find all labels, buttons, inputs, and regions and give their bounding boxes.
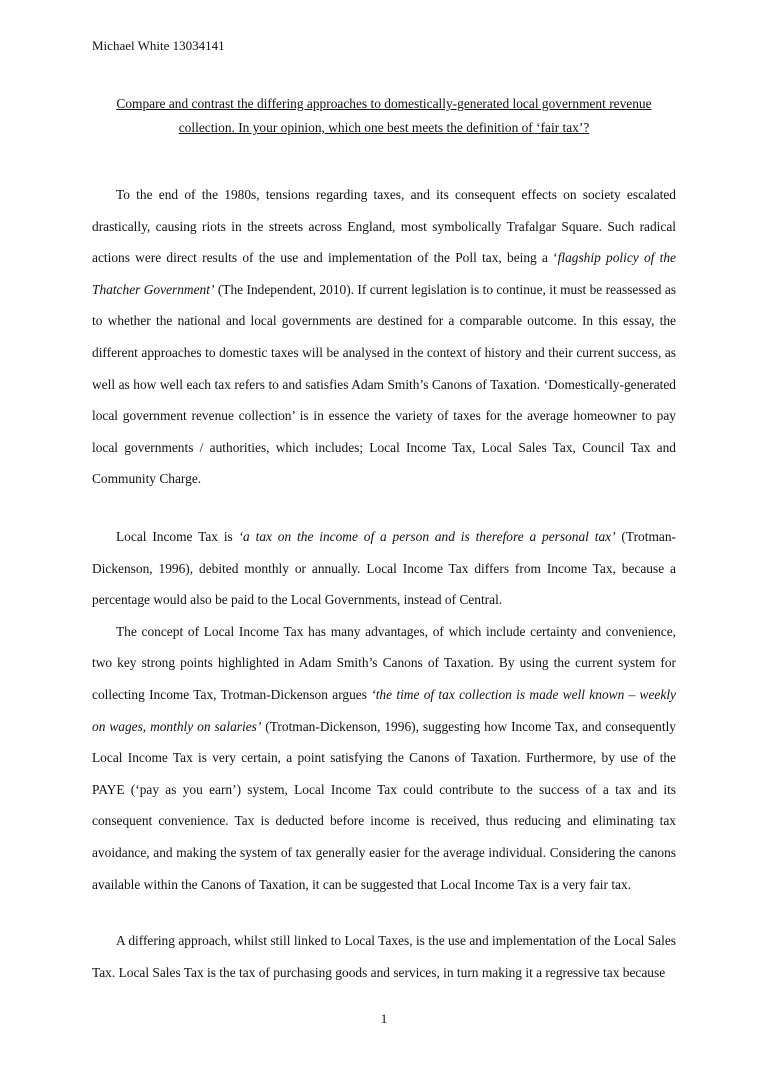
paragraph-text: (Trotman-Dickenson, 1996), suggesting how Income Tax, and consequently Local Income Tax is very certain, a point satisfying the Canons of Taxation. Furthermore, by use of the PAYE (‘pay as you earn’) system, Local Income Tax could contribute to the success of a tax and its consequent convenience. Tax is deducted before income is received, thus reducing and eliminating tax avoidance, and making the system of tax generally easier for the average individual. Considering the canons available within the Canons of Taxation, it can be suggested that Local Income Tax is a very fair tax. [92, 718, 676, 892]
paragraph-local-sales-tax [92, 925, 676, 988]
paragraph-text: (Trotman-Dickenson, 1996), debited monthly or annually. Local Income Tax differs from Income Tax, because a percentage would also be paid to the Local Governments, instead of Central. [92, 529, 676, 608]
paragraph-local-income-tax [92, 521, 676, 616]
quote-text: ‘the time of tax collection is made well known – weekly on wages, monthly on salaries’ [92, 686, 676, 734]
quote-text: flagship policy of the Thatcher Government’ [92, 250, 676, 297]
essay-title [92, 92, 676, 140]
page-number: 1 [380, 1011, 388, 1026]
essay-title-line-1: Compare and contrast the differing approaches to domestically-generated local government revenue [116, 96, 652, 111]
paragraph-text: The concept of Local Income Tax has many advantages, of which include certainty and convenience, two key strong points highlighted in Adam Smith’s Canons of Taxation. By using the current system for collecting Income Tax, Trotman-Dickenson argues [92, 623, 676, 702]
quote-text: ‘a tax on the income of a person and is therefore a personal tax’ [238, 529, 616, 544]
author-line: Michael White 13034141 [92, 38, 225, 53]
paragraph-intro [92, 179, 676, 495]
paragraph-text: To the end of the 1980s, tensions regarding taxes, and its consequent effects on society escalated drastically, causing riots in the streets across England, most symbolically Trafalgar Square. Such radical actions were direct results of the use and implementation of the Poll tax, being a ‘ [92, 187, 676, 266]
paragraph-text: A differing approach, whilst still linked to Local Taxes, is the use and implementation of the Local Sales Tax. Local Sales Tax is the tax of purchasing goods and services, in turn making it a regressive tax because [92, 933, 676, 980]
essay-title-line-2: collection. In your opinion, which one best meets the definition of ‘fair tax’? [178, 120, 590, 135]
body-section-2 [92, 521, 676, 900]
paragraph-text: Local Income Tax is [116, 529, 239, 544]
paragraph-text: (The Independent, 2010). If current legislation is to continue, it must be reassessed as to whether the national and local governments are destined for a comparable outcome. In this essay, the different approaches to domestic taxes will be analysed in the context of history and their current success, as well as how well each tax refers to and satisfies Adam Smith’s Canons of Taxation. ‘Domestically-generated local government revenue collection’ is in essence the variety of taxes for the average homeowner to pay local governments / authorities, which includes; Local Income Tax, Local Sales Tax, Council Tax and Community Charge. [92, 281, 676, 487]
body-section-1 [92, 179, 676, 495]
paragraph-advantages [92, 616, 676, 900]
body-section-3 [92, 925, 676, 988]
